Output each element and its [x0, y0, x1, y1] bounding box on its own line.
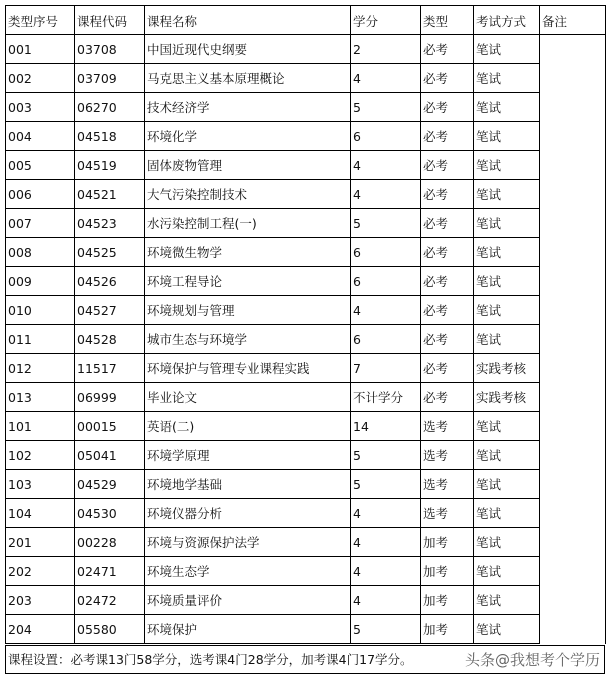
cell-exam: 笔试	[474, 64, 540, 93]
cell-credits: 6	[351, 238, 421, 267]
table-row	[6, 122, 606, 151]
cell-seq: 006	[6, 180, 75, 209]
watermark-text: 头条@我想考个学历	[464, 651, 600, 669]
cell-code: 04528	[75, 325, 145, 354]
cell-exam: 笔试	[474, 557, 540, 586]
cell-seq: 101	[6, 412, 75, 441]
cell-seq: 104	[6, 499, 75, 528]
cell-credits: 5	[351, 615, 421, 644]
cell-exam: 笔试	[474, 586, 540, 615]
cell-type: 选考	[421, 470, 474, 499]
cell-type: 必考	[421, 180, 474, 209]
cell-name: 毕业论文	[145, 383, 351, 412]
cell-exam: 笔试	[474, 122, 540, 151]
cell-name: 环境学原理	[145, 441, 351, 470]
cell-name: 环境规划与管理	[145, 296, 351, 325]
cell-code: 11517	[75, 354, 145, 383]
header-type: 类型	[421, 6, 474, 35]
cell-credits: 5	[351, 209, 421, 238]
cell-name: 环境生态学	[145, 557, 351, 586]
cell-code: 04519	[75, 151, 145, 180]
cell-type: 必考	[421, 325, 474, 354]
cell-type: 选考	[421, 412, 474, 441]
cell-seq: 010	[6, 296, 75, 325]
cell-code: 02471	[75, 557, 145, 586]
cell-seq: 204	[6, 615, 75, 644]
table-row	[6, 64, 606, 93]
cell-seq: 013	[6, 383, 75, 412]
cell-name: 环境工程导论	[145, 267, 351, 296]
cell-exam: 笔试	[474, 93, 540, 122]
cell-seq: 103	[6, 470, 75, 499]
cell-exam: 笔试	[474, 151, 540, 180]
cell-code: 05041	[75, 441, 145, 470]
cell-credits: 6	[351, 122, 421, 151]
header-seq: 类型序号	[6, 6, 75, 35]
table-row	[6, 238, 606, 267]
cell-code: 06270	[75, 93, 145, 122]
table-row	[6, 35, 606, 64]
cell-exam: 笔试	[474, 528, 540, 557]
table-row	[6, 267, 606, 296]
cell-code: 04518	[75, 122, 145, 151]
table-row	[6, 325, 606, 354]
cell-code: 00015	[75, 412, 145, 441]
cell-type: 必考	[421, 35, 474, 64]
table-row	[6, 615, 606, 644]
cell-name: 英语(二)	[145, 412, 351, 441]
cell-type: 必考	[421, 93, 474, 122]
table-row	[6, 296, 606, 325]
cell-type: 必考	[421, 64, 474, 93]
cell-code: 06999	[75, 383, 145, 412]
cell-name: 马克思主义基本原理概论	[145, 64, 351, 93]
cell-type: 必考	[421, 383, 474, 412]
cell-seq: 201	[6, 528, 75, 557]
table-body	[6, 35, 606, 644]
cell-seq: 008	[6, 238, 75, 267]
cell-exam: 笔试	[474, 441, 540, 470]
cell-code: 05580	[75, 615, 145, 644]
cell-code: 04530	[75, 499, 145, 528]
table-row	[6, 209, 606, 238]
course-summary: 课程设置：必考课13门58学分，选考课4门28学分，加考课4门17学分。	[5, 645, 605, 674]
cell-name: 环境微生物学	[145, 238, 351, 267]
header-note: 备注	[540, 6, 606, 35]
cell-seq: 202	[6, 557, 75, 586]
cell-credits: 4	[351, 586, 421, 615]
cell-name: 环境保护与管理专业课程实践	[145, 354, 351, 383]
cell-code: 00228	[75, 528, 145, 557]
cell-type: 必考	[421, 296, 474, 325]
cell-exam: 笔试	[474, 615, 540, 644]
cell-type: 加考	[421, 586, 474, 615]
cell-type: 必考	[421, 151, 474, 180]
table-row	[6, 180, 606, 209]
cell-seq: 005	[6, 151, 75, 180]
cell-credits: 5	[351, 93, 421, 122]
cell-credits: 5	[351, 441, 421, 470]
cell-credits: 2	[351, 35, 421, 64]
header-name: 课程名称	[145, 6, 351, 35]
cell-name: 环境质量评价	[145, 586, 351, 615]
cell-exam: 笔试	[474, 35, 540, 64]
table-row	[6, 557, 606, 586]
cell-seq: 003	[6, 93, 75, 122]
cell-exam: 实践考核	[474, 354, 540, 383]
table-row	[6, 586, 606, 615]
cell-name: 中国近现代史纲要	[145, 35, 351, 64]
cell-credits: 4	[351, 64, 421, 93]
cell-type: 必考	[421, 267, 474, 296]
cell-type: 加考	[421, 528, 474, 557]
cell-type: 必考	[421, 209, 474, 238]
cell-exam: 实践考核	[474, 383, 540, 412]
cell-seq: 012	[6, 354, 75, 383]
cell-name: 环境化学	[145, 122, 351, 151]
cell-name: 固体废物管理	[145, 151, 351, 180]
cell-name: 环境仪器分析	[145, 499, 351, 528]
cell-credits: 不计学分	[351, 383, 421, 412]
cell-name: 城市生态与环境学	[145, 325, 351, 354]
cell-name: 大气污染控制技术	[145, 180, 351, 209]
cell-code: 03709	[75, 64, 145, 93]
header-code: 课程代码	[75, 6, 145, 35]
table-row	[6, 499, 606, 528]
cell-code: 04521	[75, 180, 145, 209]
cell-name: 水污染控制工程(一)	[145, 209, 351, 238]
cell-seq: 001	[6, 35, 75, 64]
cell-exam: 笔试	[474, 325, 540, 354]
cell-seq: 203	[6, 586, 75, 615]
course-table	[5, 5, 606, 644]
table-row	[6, 151, 606, 180]
header-row	[6, 6, 606, 35]
cell-code: 04527	[75, 296, 145, 325]
cell-name: 环境地学基础	[145, 470, 351, 499]
cell-exam: 笔试	[474, 499, 540, 528]
cell-exam: 笔试	[474, 470, 540, 499]
cell-seq: 102	[6, 441, 75, 470]
cell-exam: 笔试	[474, 267, 540, 296]
cell-credits: 6	[351, 325, 421, 354]
table-row	[6, 383, 606, 412]
cell-credits: 4	[351, 557, 421, 586]
header-credits: 学分	[351, 6, 421, 35]
table-row	[6, 470, 606, 499]
cell-credits: 14	[351, 412, 421, 441]
cell-exam: 笔试	[474, 209, 540, 238]
cell-credits: 7	[351, 354, 421, 383]
header-exam: 考试方式	[474, 6, 540, 35]
cell-exam: 笔试	[474, 180, 540, 209]
cell-name: 环境与资源保护法学	[145, 528, 351, 557]
cell-credits: 6	[351, 267, 421, 296]
cell-code: 04523	[75, 209, 145, 238]
cell-credits: 5	[351, 470, 421, 499]
cell-credits: 4	[351, 528, 421, 557]
cell-type: 加考	[421, 557, 474, 586]
cell-exam: 笔试	[474, 238, 540, 267]
cell-code: 04529	[75, 470, 145, 499]
cell-note	[540, 35, 606, 644]
cell-type: 必考	[421, 354, 474, 383]
cell-credits: 4	[351, 151, 421, 180]
cell-seq: 004	[6, 122, 75, 151]
cell-name: 环境保护	[145, 615, 351, 644]
table-row	[6, 354, 606, 383]
table-row	[6, 441, 606, 470]
watermark	[465, 645, 600, 674]
cell-seq: 009	[6, 267, 75, 296]
cell-type: 必考	[421, 238, 474, 267]
table-row	[6, 412, 606, 441]
cell-name: 技术经济学	[145, 93, 351, 122]
cell-seq: 007	[6, 209, 75, 238]
cell-credits: 4	[351, 296, 421, 325]
cell-type: 选考	[421, 441, 474, 470]
cell-credits: 4	[351, 499, 421, 528]
cell-exam: 笔试	[474, 412, 540, 441]
cell-code: 04525	[75, 238, 145, 267]
cell-code: 04526	[75, 267, 145, 296]
cell-type: 必考	[421, 122, 474, 151]
cell-exam: 笔试	[474, 296, 540, 325]
table-row	[6, 93, 606, 122]
cell-seq: 011	[6, 325, 75, 354]
cell-type: 选考	[421, 499, 474, 528]
cell-seq: 002	[6, 64, 75, 93]
table-row	[6, 528, 606, 557]
cell-credits: 4	[351, 180, 421, 209]
cell-type: 加考	[421, 615, 474, 644]
cell-code: 02472	[75, 586, 145, 615]
cell-code: 03708	[75, 35, 145, 64]
